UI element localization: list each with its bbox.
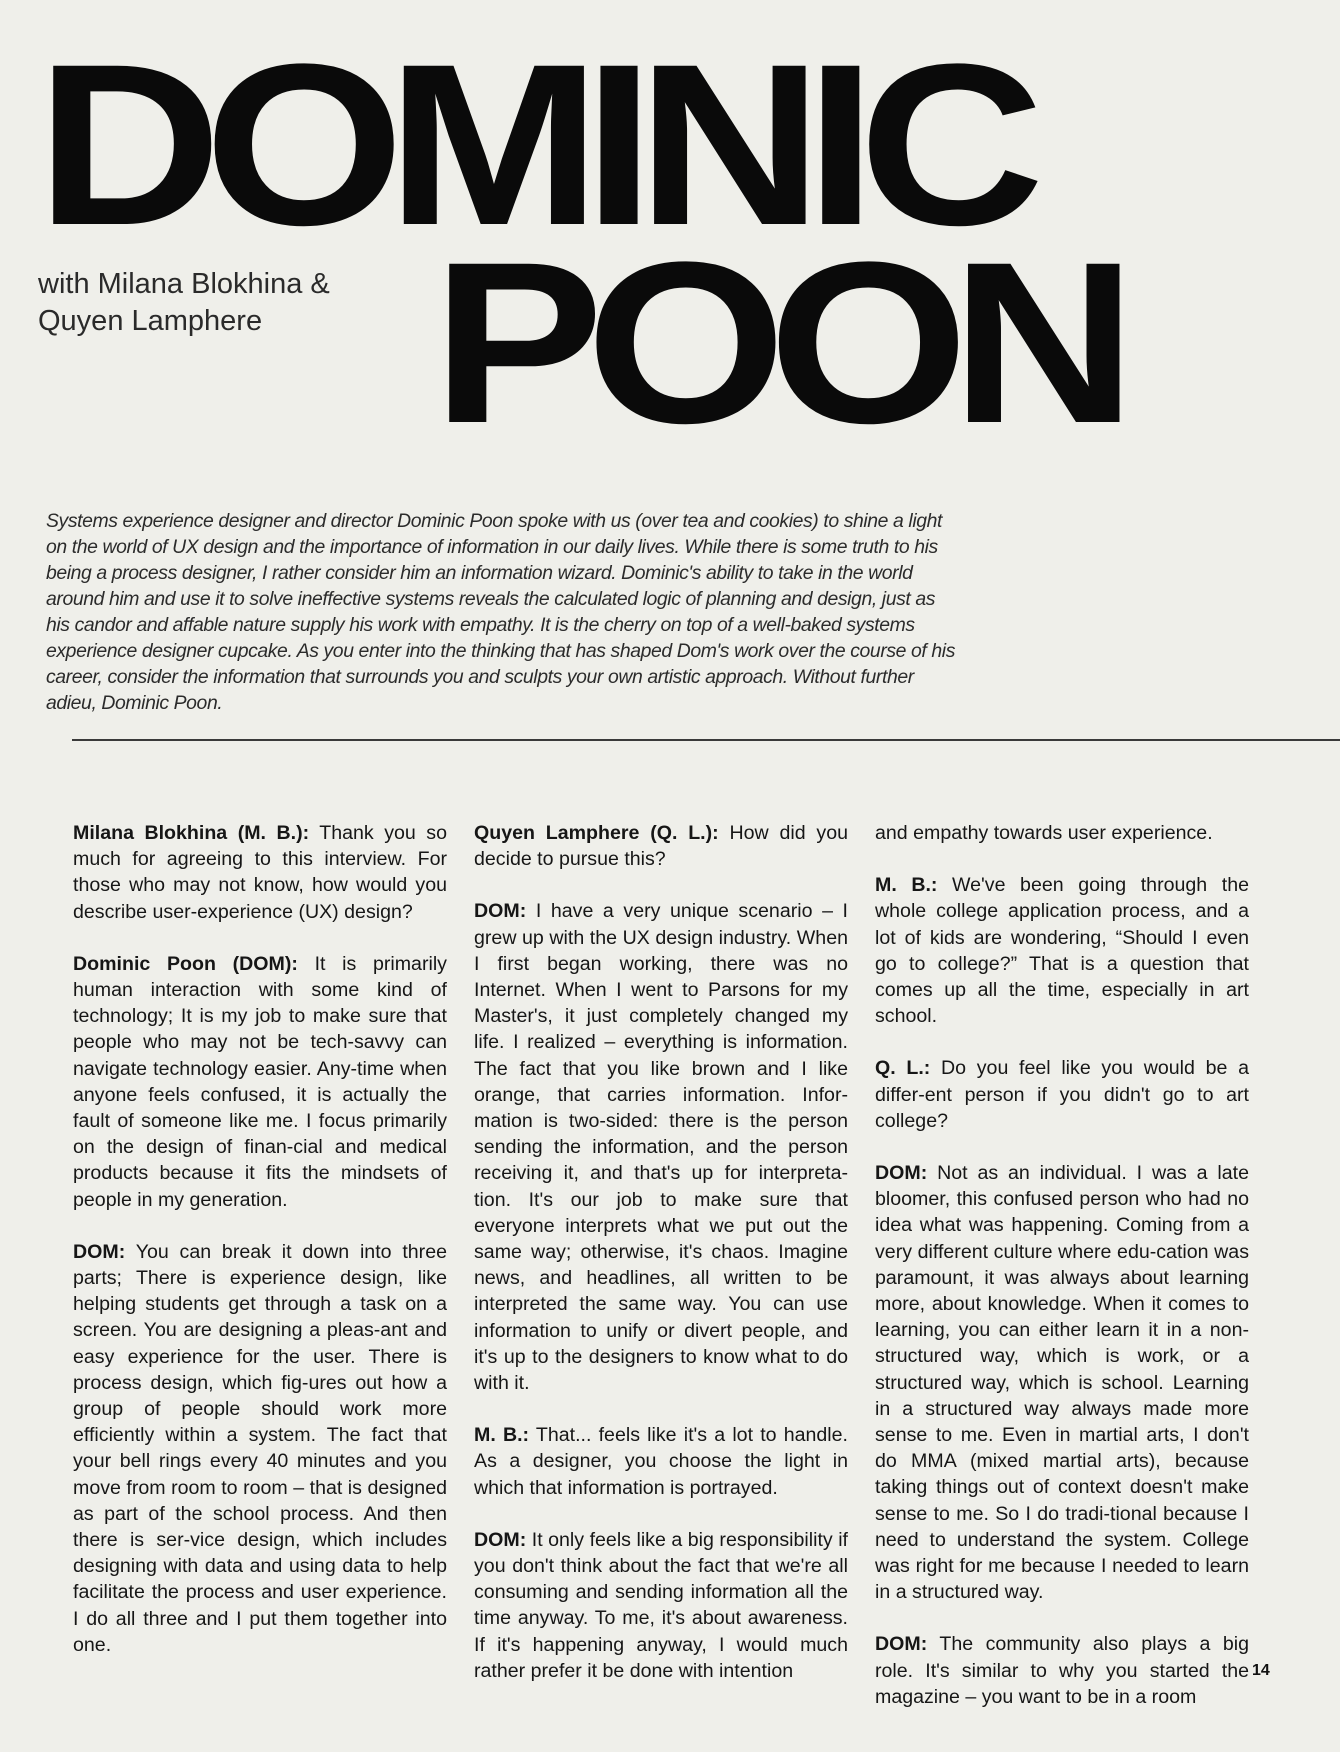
paragraph-text: We've been going through the whole college application process, and a lot of kids are wondering, “Should I even go to college?” That is a question that comes up all the time, especially in art school.	[875, 874, 1249, 1028]
interview-paragraph	[73, 951, 447, 1213]
paragraph-text: You can break it down into three parts; There is experience design, like helping students get through a task on a screen. You are designing a pleas-ant and easy experience for the user. There is process design, which fig-ures out how a group of people should work more efficiently within a system. The fact that your bell rings every 40 minutes and you move from room to room – that is designed as part of the school process. And then there is ser-vice design, which includes designing with data and using data to help facilitate the process and user experience. I do all three and I put them together into one.	[73, 1240, 447, 1656]
speaker-label: Milana Blokhina (M. B.):	[73, 822, 310, 844]
speaker-label: Quyen Lamphere (Q. L.):	[474, 822, 719, 844]
speaker-label: DOM:	[73, 1240, 126, 1263]
paragraph-text: How did you decide to pursue this?	[474, 822, 848, 871]
divider-rule	[72, 739, 1340, 741]
speaker-label: DOM:	[875, 1633, 928, 1656]
speaker-label: M. B.:	[875, 874, 938, 897]
interview-column-1	[73, 820, 447, 1684]
speaker-label: DOM:	[474, 1528, 527, 1551]
paragraph-text: Do you feel like you would be a differ-ent person if you didn't go to art college?	[875, 1057, 1249, 1132]
interview-paragraph	[73, 1239, 447, 1658]
title-first-name: DOMINIC	[36, 16, 1027, 273]
interview-paragraph	[474, 898, 848, 1396]
speaker-label: DOM:	[474, 900, 527, 923]
paragraph-text: That... feels like it's a lot to handle. As a designer, you choose the light in which that information is portrayed.	[474, 1424, 848, 1499]
interview-paragraph	[875, 1160, 1249, 1605]
interview-paragraph	[875, 820, 1249, 846]
paragraph-text: It only feels like a big responsibility if you don't think about the fact that we're all consuming and sending information all the time anyway. To me, it's about awareness. If it's happening anyway, I would much rather prefer it be done with intention	[474, 1528, 848, 1682]
interview-paragraph	[875, 872, 1249, 1029]
interview-column-3	[875, 820, 1249, 1736]
interview-paragraph	[474, 820, 848, 872]
speaker-label: DOM:	[875, 1162, 928, 1185]
interview-paragraph	[474, 1527, 848, 1684]
byline-line-2: Quyen Lamphere	[38, 305, 263, 337]
interview-column-2	[474, 820, 848, 1710]
paragraph-text: and empathy towards user experience.	[875, 822, 1213, 844]
byline-line-1: with Milana Blokhina &	[38, 268, 330, 300]
paragraph-text: Not as an individual. I was a late bloomer, this confused person who had no idea what was happening. Coming from a very different culture where edu-cation was paramount, it was always about learning more, about knowledge. When it comes to learning, you can either learn it in a non-structured way, which is work, or a structured way, which is school. Learning in a structured way always made more sense to me. Even in martial arts, I don't do MMA (mixed martial arts), because taking things out of context doesn't make sense to me. So I do tradi-tional because I need to understand the system. College was right for me because I needed to learn in a structured way.	[875, 1162, 1249, 1604]
interview-paragraph	[73, 820, 447, 925]
interview-paragraph	[875, 1631, 1249, 1710]
paragraph-text: I have a very unique scenario – I grew up with the UX design industry. When I first began working, there was no Internet. When I went to Parsons for my Master's, it just completely changed my life. I realized – everything is information. The fact that you like brown and I like orange, that carries information. Infor-mation is two-sided: there is the person sending the information, and the person receiving it, and that's up for interpreta-tion. It's our job to make sure that everyone interprets what we put out the same way; otherwise, it's chaos. Imagine news, and headlines, all written to be interpreted the same way. You can use information to unify or divert people, and it's up to the designers to know what to do with it.	[474, 900, 848, 1395]
byline	[38, 266, 418, 340]
speaker-label: Q. L.:	[875, 1057, 931, 1080]
paragraph-text: The community also plays a big role. It's similar to why you started the magazine – you want to be in a room	[875, 1633, 1249, 1708]
intro-paragraph: Systems experience designer and director Dominic Poon spoke with us (over tea and cookies) to shine a light on the world of UX design and the importance of information in our daily lives. While there is some truth to his being a process designer, I rather consider him an information wizard. Dominic's ability to take in the world around him and use it to solve ineffective systems reveals the calculated logic of planning and design, just as his candor and affable nature supply his work with empathy. It is the cherry on top of a well-baked systems experience designer cupcake. As you enter into the thinking that has shaped Dom's work over the course of his career, consider the information that surrounds you and sculpts your own artistic approach. Without further adieu, Dominic Poon.	[46, 510, 955, 714]
page-number: 14	[1252, 1662, 1270, 1679]
speaker-label: Dominic Poon (DOM):	[73, 952, 298, 975]
interview-paragraph	[875, 1055, 1249, 1134]
speaker-label: M. B.:	[474, 1424, 530, 1447]
paragraph-text: Thank you so much for agreeing to this interview. For those who may not know, how would you describe user-experience (UX) design?	[73, 822, 447, 923]
interview-paragraph	[474, 1422, 848, 1501]
paragraph-text: It is primarily human interaction with some kind of technology; It is my job to make sure that people who may not be tech-savvy can navigate technology easier. Any-time when anyone feels confused, it is actually the fault of someone like me. I focus primarily on the design of finan-cial and medical products because it fits the mindsets of people in my generation.	[73, 952, 447, 1211]
title-last-name: POON	[432, 214, 1119, 471]
